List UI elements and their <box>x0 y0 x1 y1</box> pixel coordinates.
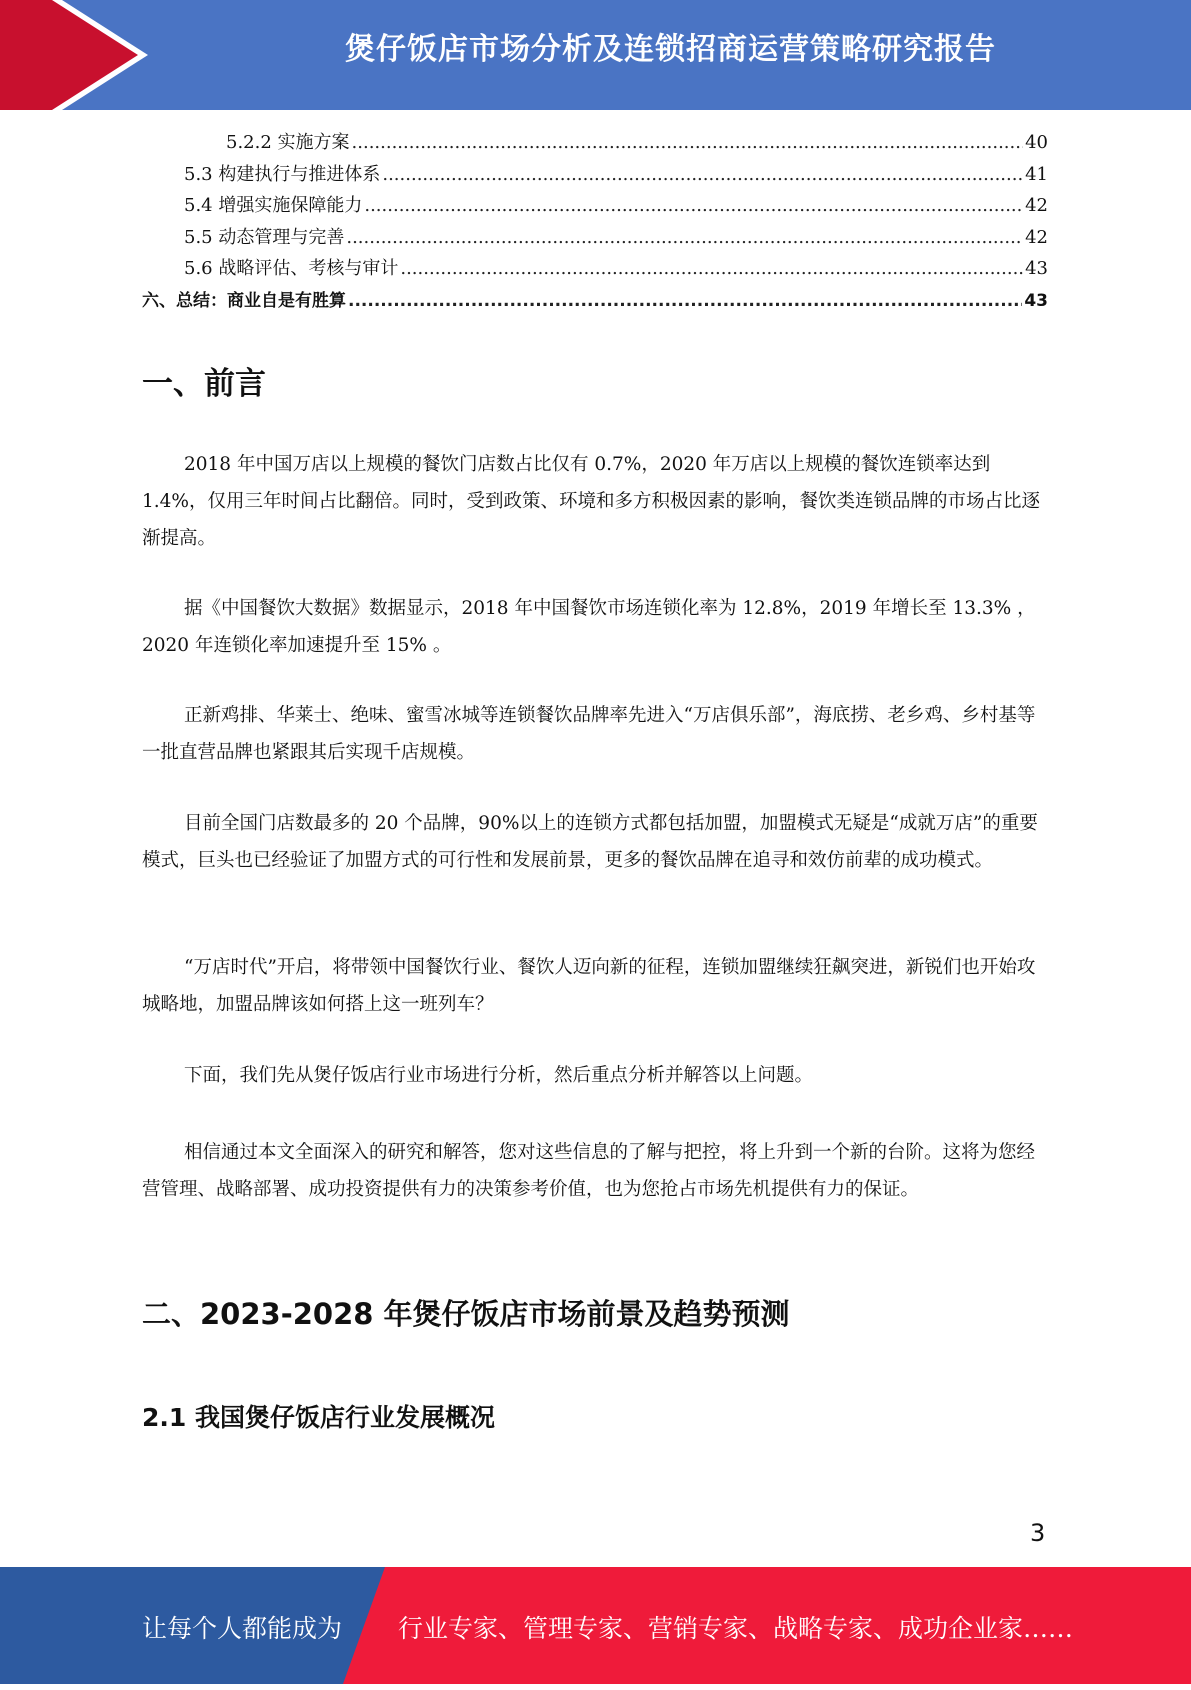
toc-leader-dots <box>352 132 1024 153</box>
body-paragraph: 下面，我们先从煲仔饭店行业市场进行分析，然后重点分析并解答以上问题。 <box>184 1065 814 1086</box>
toc-entry[interactable] <box>142 128 1048 160</box>
body-paragraph: 正新鸡排、华莱士、绝味、蜜雪冰城等连锁餐饮品牌率先进入“万店俱乐部”，海底捞、老乡鸡、乡村基等一批直营品牌也紧跟其后实现千店规模。 <box>142 705 1036 763</box>
toc-entry[interactable] <box>142 223 1048 255</box>
toc-entry-page: 43 <box>1025 258 1048 279</box>
toc-entry-label: 5.2.2 实施方案 <box>226 132 350 153</box>
body-paragraph: 据《中国餐饮大数据》数据显示，2018 年中国餐饮市场连锁化率为 12.8%，2019 年增长至 13.3% ，2020 年连锁化率加速提升至 15% 。 <box>142 598 1036 656</box>
body-paragraph: “万店时代”开启，将带领中国餐饮行业、餐饮人迈向新的征程，连锁加盟继续狂飙突进，新锐们也开始攻城略地，加盟品牌该如何搭上这一班列车？ <box>142 957 1036 1015</box>
section-heading-preface: 一、前言 <box>142 366 266 402</box>
toc-entry[interactable] <box>142 286 1048 318</box>
toc-leader-dots <box>364 195 1023 216</box>
toc-entry-page: 42 <box>1025 195 1048 216</box>
footer-slogan-right: 行业专家、管理专家、营销专家、战略专家、成功企业家…… <box>398 1614 1074 1643</box>
toc-entry-label: 5.4 增强实施保障能力 <box>184 195 363 216</box>
toc-entry[interactable] <box>142 254 1048 286</box>
toc-leader-dots <box>382 164 1023 185</box>
header-arrow-decoration <box>0 0 150 110</box>
toc-entry-label: 5.6 战略评估、考核与审计 <box>184 258 399 279</box>
body-paragraph: 相信通过本文全面深入的研究和解答，您对这些信息的了解与把控，将上升到一个新的台阶。这将为您经营管理、战略部署、成功投资提供有力的决策参考价值，也为您抢占市场先机提供有力的保证。 <box>142 1142 1036 1200</box>
toc-leader-dots <box>346 227 1023 248</box>
toc-entry-page: 43 <box>1024 290 1048 311</box>
toc-entry-label: 5.3 构建执行与推进体系 <box>184 163 381 185</box>
page-footer <box>0 1567 1191 1684</box>
toc-entry[interactable] <box>142 191 1048 223</box>
toc-entry-label: 六、总结：商业自是有胜算 <box>142 290 346 311</box>
toc-entry[interactable] <box>142 160 1048 192</box>
page-header <box>0 0 1191 110</box>
page-number: 3 <box>1030 1519 1046 1547</box>
body-paragraph: 目前全国门店数最多的 20 个品牌，90%以上的连锁方式都包括加盟，加盟模式无疑是“成就万店”的重要模式，巨头也已经验证了加盟方式的可行性和发展前景，更多的餐饮品牌在追寻和效仿前辈的成功模式。 <box>142 813 1038 871</box>
toc-entry-page: 42 <box>1025 226 1048 248</box>
toc-leader-dots <box>348 291 1022 311</box>
toc-entry-label: 5.5 动态管理与完善 <box>184 226 345 248</box>
table-of-contents <box>142 128 1048 317</box>
body-paragraph: 2018 年中国万店以上规模的餐饮门店数占比仅有 0.7%，2020 年万店以上规模的餐饮连锁率达到 1.4%，仅用三年时间占比翻倍。同时，受到政策、环境和多方积极因素的影响，餐饮类连锁品牌的市场占比逐渐提高。 <box>142 454 1041 549</box>
toc-leader-dots <box>400 258 1023 279</box>
footer-slogan-left: 让每个人都能成为 <box>142 1614 343 1643</box>
toc-entry-page: 40 <box>1025 132 1048 153</box>
toc-entry-page: 41 <box>1025 163 1048 185</box>
subsection-heading-overview: 2.1 我国煲仔饭店行业发展概况 <box>142 1403 495 1432</box>
section-heading-forecast: 二、2023-2028 年煲仔饭店市场前景及趋势预测 <box>142 1297 790 1331</box>
report-title: 煲仔饭店市场分析及连锁招商运营策略研究报告 <box>345 32 996 67</box>
